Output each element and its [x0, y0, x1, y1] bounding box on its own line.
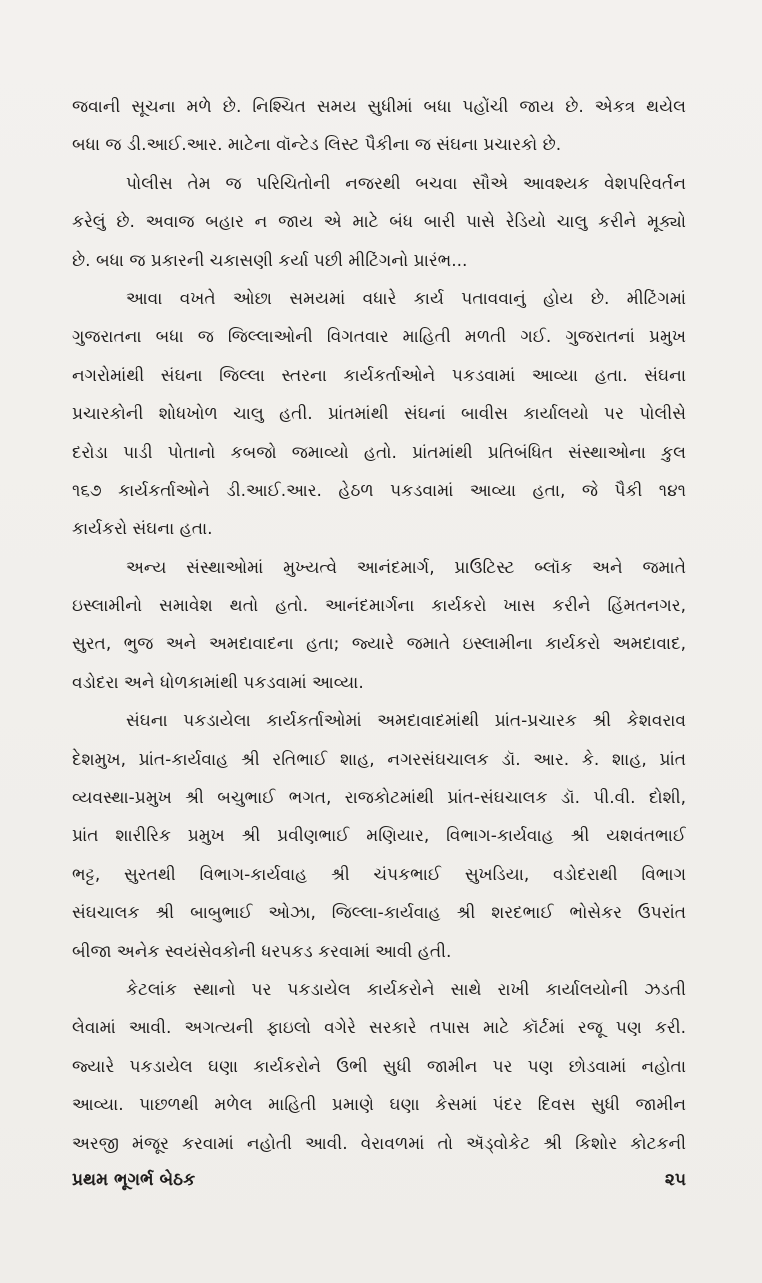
text-line: પ્રચારકોની શોધખોળ ચાલુ હતી. પ્રાંતમાંથી સંઘનાં બાવીસ કાર્યાલયો પર પોલીસે: [72, 404, 686, 425]
text-line: કાર્યકરો સંઘના હતા.: [72, 519, 213, 540]
text-line: ૧૬૭ કાર્યકર્તાઓને ડી.આઈ.આર. હેઠળ પકડવામાં આવ્યા હતા, જે પૈકી ૧૪૧: [72, 480, 686, 501]
text-line: કરેલું છે. અવાજ બહાર ન જાય એ માટે બંધ બારી પાસે રેડિયો ચાલુ કરીને મૂક્યો: [72, 212, 686, 233]
paragraph-start-line: પોલીસ તેમ જ પરિચિતોની નજરથી બચવા સૌએ આવશ્યક વેશપરિવર્તન: [126, 173, 686, 194]
paragraph-start-line: સંઘના પકડાયેલા કાર્યકર્તાઓમાં અમદાવાદમાંથી પ્રાંત-પ્રચારક શ્રી કેશવરાવ: [126, 711, 686, 732]
text-line: બધા જ ડી.આઈ.આર. માટેના વૉન્ટેડ લિસ્ટ પૈકીના જ સંઘના પ્રચારકો છે.: [72, 135, 562, 156]
text-line: ભટ્ટ, સુરતથી વિભાગ-કાર્યવાહ શ્રી ચંપકભાઈ સુખડિયા, વડોદરાથી વિભાગ: [72, 864, 686, 885]
text-line: જવાની સૂચના મળે છે. નિશ્ચિત સમય સુધીમાં બધા પહોંચી જાય છે. એકત્ર થયેલ: [72, 97, 686, 117]
paragraph-start-line: અન્ય સંસ્થાઓમાં મુખ્યત્વે આનંદમાર્ગ, પ્રાઉટિસ્ટ બ્લૉક અને જમાતે: [126, 557, 686, 578]
text-line: વ્યવસ્થા-પ્રમુખ શ્રી બચુભાઈ ભગત, રાજકોટમાંથી પ્રાંત-સંઘચાલક ડૉ. પી.વી. દોશી,: [72, 788, 686, 809]
text-line: સંઘચાલક શ્રી બાબુભાઈ ઓઝા, જિલ્લા-કાર્યવાહ શ્રી શરદભાઈ ભોસેકર ઉપરાંત: [72, 903, 686, 924]
text-line: દરોડા પાડી પોતાનો કબજો જમાવ્યો હતો. પ્રાંતમાંથી પ્રતિબંધિત સંસ્થાઓના કુલ: [72, 442, 686, 463]
text-line: આવ્યા. પાછળથી મળેલ માહિતી પ્રમાણે ઘણા કેસમાં પંદર દિવસ સુધી જામીન: [72, 1095, 686, 1116]
page-number: ૨૫: [664, 1170, 686, 1190]
text-line: ગુજરાતના બધા જ જિલ્લાઓની વિગતવાર માહિતી મળતી ગઈ. ગુજરાતનાં પ્રમુખ: [72, 327, 686, 348]
text-line: બીજા અનેક સ્વયંસેવકોની ધરપકડ કરવામાં આવી હતી.: [72, 941, 452, 962]
body-text: [72, 88, 686, 1163]
text-line: વડોદરા અને ધોળકામાંથી પકડવામાં આવ્યા.: [72, 672, 364, 693]
text-line: નગરોમાંથી સંઘના જિલ્લા સ્તરના કાર્યકર્તાઓને પકડવામાં આવ્યા હતા. સંઘના: [72, 365, 686, 386]
text-line: પ્રાંત શારીરિક પ્રમુખ શ્રી પ્રવીણભાઈ મણિયાર, વિભાગ-કાર્યવાહ શ્રી યશવંતભાઈ: [72, 826, 686, 847]
running-footer-title: પ્રથમ ભૂગર્ભ બેઠક: [72, 1170, 196, 1190]
paragraph-start-line: આવા વખતે ઓછા સમયમાં વધારે કાર્ય પતાવવાનું હોય છે. મીટિંગમાં: [126, 288, 686, 309]
text-line: સુરત, ભુજ અને અમદાવાદના હતા; જ્યારે જમાતે ઇસ્લામીના કાર્યકરો અમદાવાદ,: [72, 634, 686, 655]
text-line: ઇસ્લામીનો સમાવેશ થતો હતો. આનંદમાર્ગના કાર્યકરો ખાસ કરીને હિંમતનગર,: [72, 596, 686, 617]
text-line: દેશમુખ, પ્રાંત-કાર્યવાહ શ્રી રતિભાઈ શાહ, નગરસંઘચાલક ડૉ. આર. કે. શાહ, પ્રાંત: [72, 749, 686, 770]
paragraph-start-line: કેટલાંક સ્થાનો પર પકડાયેલ કાર્યકરોને સાથે રાખી કાર્યાલયોની ઝડતી: [126, 979, 686, 1000]
text-line: છે. બધા જ પ્રકારની ચકાસણી કર્યા પછી મીટિંગનો પ્રારંભ...: [72, 250, 468, 271]
text-line: જ્યારે પકડાયેલ ઘણા કાર્યકરોને ઉભી સુધી જામીન પર પણ છોડવામાં નહોતા: [72, 1056, 686, 1077]
text-line: લેવામાં આવી. અગત્યની ફાઇલો વગેરે સરકારે તપાસ માટે કૉર્ટમાં રજૂ પણ કરી.: [72, 1018, 686, 1039]
text-line: અરજી મંજૂર કરવામાં નહોતી આવી. વેરાવળમાં તો ઍડ્વોકેટ શ્રી કિશોર કોટકની: [72, 1133, 686, 1154]
